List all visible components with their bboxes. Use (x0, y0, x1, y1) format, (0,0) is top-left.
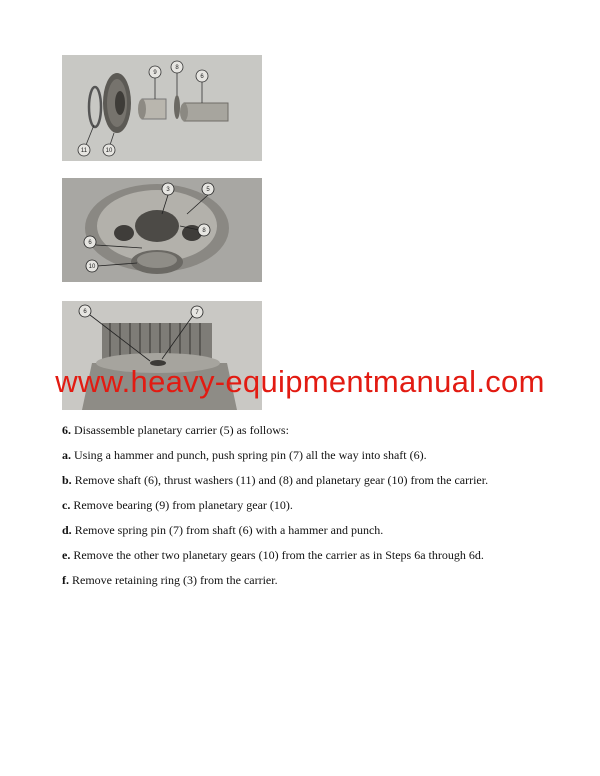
callout-3 (162, 183, 174, 195)
callout-9 (149, 66, 161, 78)
step-text: Remove retaining ring (3) from the carrier. (72, 573, 278, 587)
callout-10 (86, 260, 98, 272)
svg-text:6: 6 (88, 240, 92, 246)
svg-text:5: 5 (206, 187, 210, 193)
callout-8 (198, 224, 210, 236)
step-label: e. (62, 548, 71, 562)
callout-7 (191, 306, 203, 318)
step-label: d. (62, 523, 72, 537)
svg-text:8: 8 (202, 228, 206, 234)
step-6d (62, 522, 562, 538)
callout-6 (196, 70, 208, 82)
step-6f (62, 572, 562, 588)
svg-text:6: 6 (200, 74, 204, 80)
step-6 (62, 422, 562, 438)
planetary-carrier-photo (62, 178, 262, 282)
step-label: f. (62, 573, 69, 587)
callout-8 (171, 61, 183, 73)
step-text: Remove bearing (9) from planetary gear (10). (73, 498, 293, 512)
svg-text:11: 11 (80, 148, 88, 154)
callout-11 (78, 144, 90, 156)
svg-text:7: 7 (195, 310, 199, 316)
step-label: 6. (62, 423, 71, 437)
step-label: c. (62, 498, 71, 512)
svg-text:3: 3 (166, 187, 170, 193)
svg-text:9: 9 (153, 70, 157, 76)
callout-10 (103, 144, 115, 156)
step-text: Remove shaft (6), thrust washers (11) and (8) and planetary gear (10) from the carrier. (74, 473, 489, 487)
step-6c (62, 497, 562, 513)
planetary-gear-parts-photo (62, 55, 262, 161)
step-6b (62, 472, 562, 488)
callout-6 (79, 305, 91, 317)
callout-5 (202, 183, 214, 195)
step-6e (62, 547, 562, 563)
step-text: Remove the other two planetary gears (10) from the carrier as in Steps 6a through 6d. (73, 548, 484, 562)
callout-6 (84, 236, 96, 248)
step-text: Disassemble planetary carrier (5) as follows: (74, 423, 289, 437)
step-text: Remove spring pin (7) from shaft (6) with a hammer and punch. (74, 523, 384, 537)
svg-text:10: 10 (88, 264, 96, 270)
step-6a (62, 447, 562, 463)
figure-planetary-gear-parts (62, 55, 262, 161)
figure-planetary-carrier (62, 178, 262, 282)
step-label: b. (62, 473, 72, 487)
instruction-steps (62, 422, 562, 597)
step-label: a. (62, 448, 71, 462)
svg-text:6: 6 (83, 309, 87, 315)
svg-text:10: 10 (105, 148, 113, 154)
step-text: Using a hammer and punch, push spring pin (7) all the way into shaft (6). (74, 448, 427, 462)
svg-text:8: 8 (175, 65, 179, 71)
watermark: www.heavy-equipmentmanual.com (55, 364, 545, 399)
